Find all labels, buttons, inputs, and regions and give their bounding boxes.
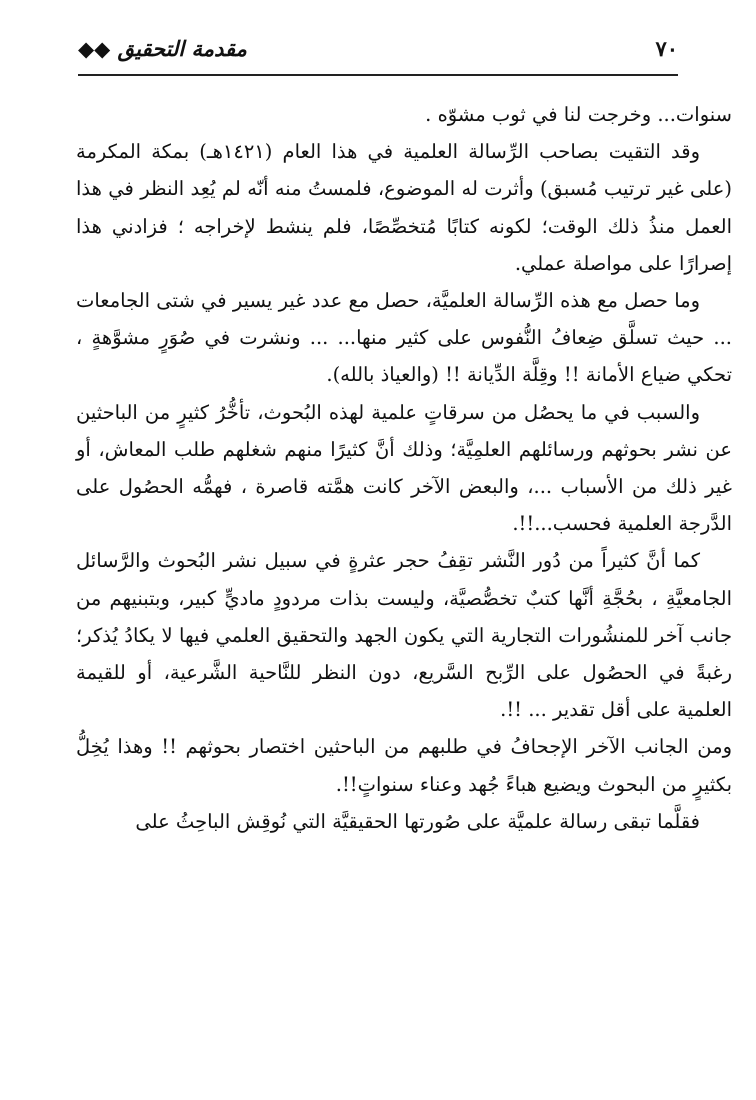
paragraph-1: سنوات... وخرجت لنا في ثوب مشوّه . xyxy=(425,103,732,126)
paragraph-2: وقد التقيت بصاحب الرِّسالة العلمية في هذا العام (١٤٢١هـ) بمكة المكرمة (على غير ترتيب مُسبق) وأثرت له الموضوع، فلمستُ منه أنّه لم يُعِد النظر في هذا العمل منذُ ذلك الوقت؛ لكونه كتابًا مُتخصِّصًا، فلم ينشط لإخراجه ؛ فزادني هذا إصرارًا على مواصلة عملي. xyxy=(76,140,732,275)
header-rule xyxy=(78,74,678,76)
page-header xyxy=(78,30,678,70)
paragraph-3: وما حصل مع هذه الرِّسالة العلميَّة، حصل مع عدد غير يسير في شتى الجامعات ... حيث تسلَّق ضِعافُ النُّفوس على كثير منها... ... ونشرت في صُوَرٍ مشوَّهةٍ ، تحكي ضياع الأمانة !! وقِلَّة الدِّيانة !! (والعياذ بالله). xyxy=(76,289,732,387)
paragraph-7: فقلَّما تبقى رسالة علميَّة على صُورتها الحقيقيَّة التي نُوقِش الباحِثُ على xyxy=(135,809,700,833)
running-title: مقدمة التحقيق ◆◆ xyxy=(78,36,247,61)
paragraph-5: كما أنَّ كثيراً من دُور النَّشر تقِفُ حجر عثرةٍ في سبيل نشر البُحوث والرَّسائل الجامعيَّةِ ، بحُجَّةِ أنَّها كتبٌ تخصُّصيَّة، وليست بذات مردودٍ ماديٍّ كبير، وبتبنيهم من جانب آخر للمنشُورات التجارية التي يكون الجهد والتحقيق العلمي فيها لا يكادُ يُذكر؛ رغبةً في الحصُول على الرِّبح السَّريع، دون النظر للنَّاحية الشَّرعية، أو للقيمة العلمية على أقل تقدير ... !!. xyxy=(76,549,732,722)
body-text xyxy=(76,96,732,840)
page-number: ٧٠ xyxy=(655,36,678,61)
paragraph-4: والسبب في ما يحصُل من سرقاتٍ علمية لهذه البُحوث، تأخُّرُ كثيرٍ من الباحثين عن نشر بحوثهم ورسائلهم العلمِيَّة؛ وذلك أنَّ كثيرًا منهم شغلهم طلب المعاش، أو غير ذلك من الأسباب ...، والبعض الآخر كانت همَّته قاصرة ، فهمُّه الحصُول على الدَّرجة العلمية فحسب...!!. xyxy=(76,400,732,536)
paragraph-6: ومن الجانب الآخر الإجحافُ في طلبهم من الباحثين اختصار بحوثهم !! وهذا يُخِلُّ بكثيرٍ من البحوث ويضيع هباءً جُهد وعناء سنواتٍ!!. xyxy=(76,735,732,796)
